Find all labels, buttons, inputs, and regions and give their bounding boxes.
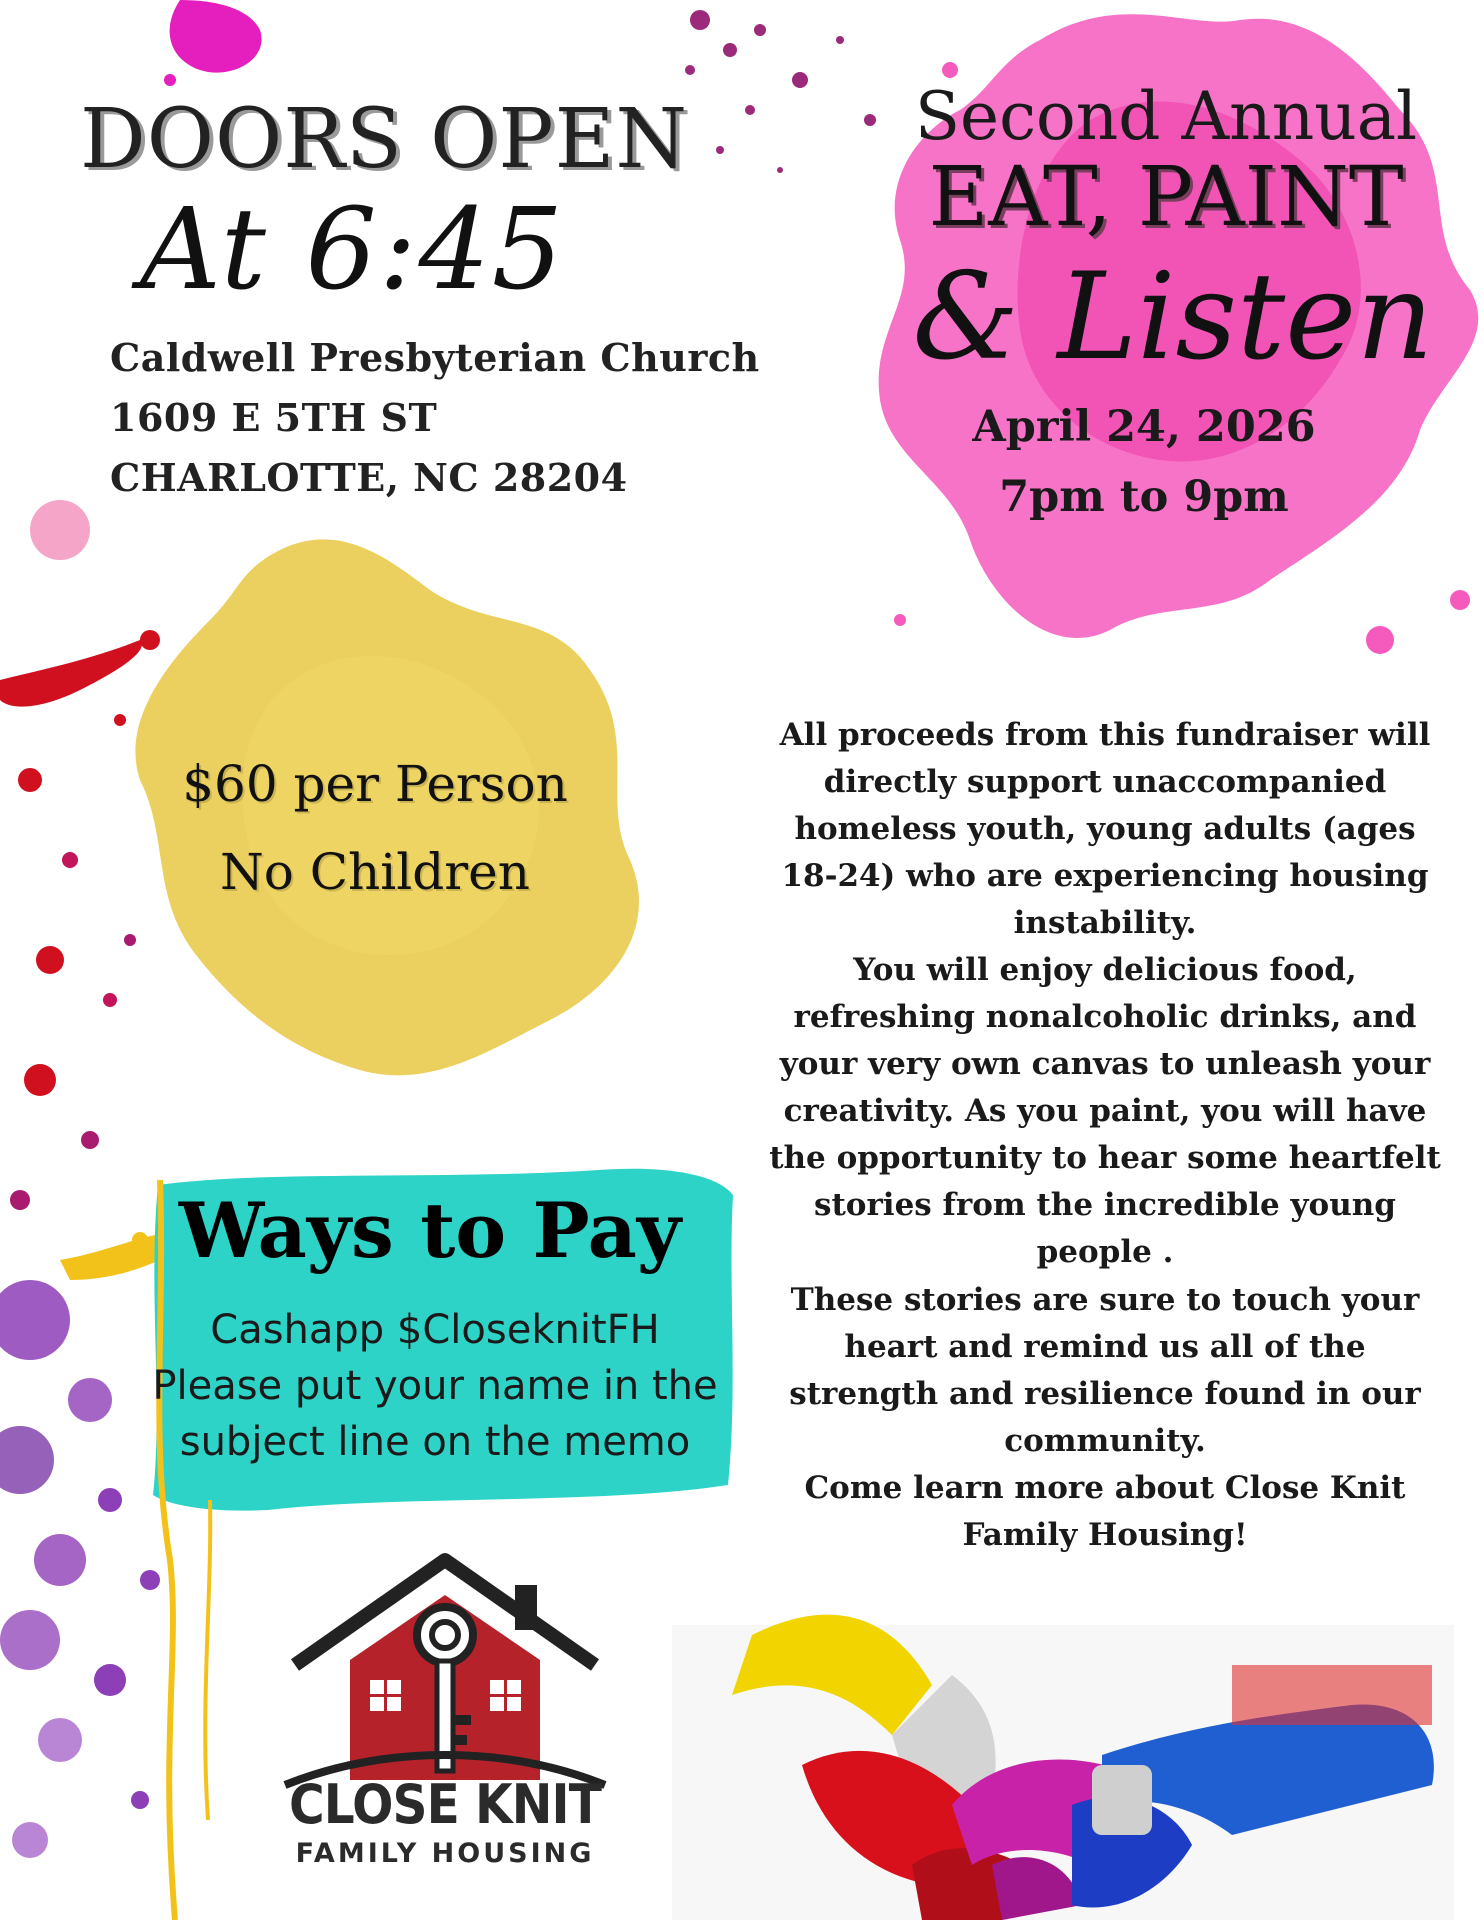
doors-open-time: At 6:45 xyxy=(140,185,566,315)
event-title: EAT, PAINT xyxy=(928,150,1404,245)
cashapp-handle: Cashapp $CloseknitFH xyxy=(210,1307,660,1353)
logo-subtitle: FAMILY HOUSING xyxy=(295,1838,595,1869)
doors-open-heading: DOORS OPEN xyxy=(80,92,689,187)
memo-instruction-2: subject line on the memo xyxy=(179,1419,691,1465)
price-per-person: $60 per Person xyxy=(182,755,568,813)
event-hours: 7pm to 9pm xyxy=(999,472,1289,522)
yellow-drip xyxy=(120,1180,230,1920)
description-learn-more: Come learn more about Close Knit Family Housing! xyxy=(804,1470,1406,1553)
venue-city: CHARLOTTE, NC 28204 xyxy=(110,455,628,500)
memo-instruction-1: Please put your name in the xyxy=(152,1363,718,1409)
purple-top-splatter xyxy=(660,0,920,200)
edition-label: Second Annual xyxy=(914,78,1418,155)
description-stories: These stories are sure to touch your heart and remind us all of the strength and resilience found in our community. xyxy=(789,1282,1421,1459)
paint-tubes-image xyxy=(672,1505,1454,1920)
description-experience: You will enjoy delicious food, refreshing nonalcoholic drinks, and your very own canvas to unleash your creativity. As you paint, you will have the opportunity to hear some heartfelt stories from the incredible young people . xyxy=(769,952,1441,1270)
house-key-logo-icon xyxy=(285,1555,605,1785)
magenta-top-left-splash xyxy=(160,0,280,90)
description-proceeds: All proceeds from this fundraiser will directly support unaccompanied homeless youth, young adults (ages 18-24) who are experiencing housing instability. xyxy=(779,717,1431,941)
no-children-note: No Children xyxy=(220,843,530,901)
venue-name: Caldwell Presbyterian Church xyxy=(110,335,760,380)
venue-street: 1609 E 5TH ST xyxy=(110,395,438,440)
logo-wordmark: CLOSE KNIT xyxy=(289,1773,601,1836)
event-title-script: & Listen xyxy=(912,248,1434,387)
event-date: April 24, 2026 xyxy=(972,402,1316,452)
ways-to-pay-heading: Ways to Pay xyxy=(178,1186,682,1275)
